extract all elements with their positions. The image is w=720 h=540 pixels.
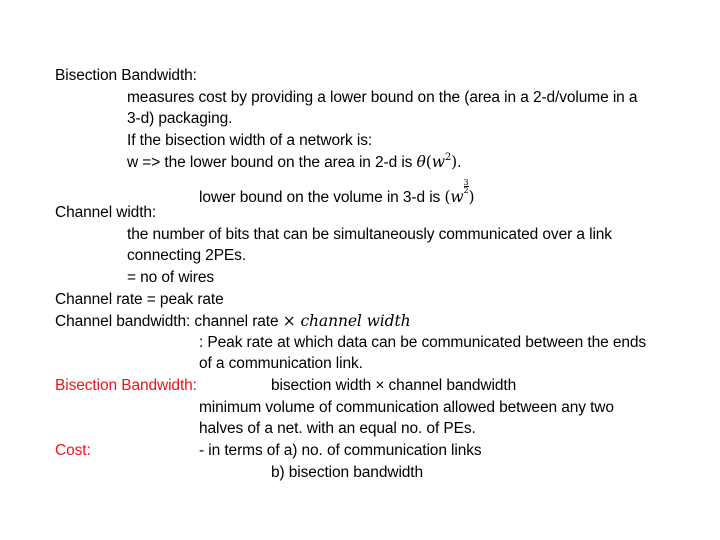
volume-bound-text: lower bound on the volume in 3-d is — [199, 189, 445, 206]
open-paren: ( — [425, 153, 432, 171]
bisection-description-line-2: 3-d) packaging. — [127, 110, 233, 127]
fraction-denominator: 2 — [463, 186, 469, 195]
bisection-bandwidth-description-line-1: minimum volume of communication allowed between any two — [199, 399, 614, 416]
heading-bisection-bandwidth-red: Bisection Bandwidth: — [55, 377, 197, 394]
channel-width-equals: = no of wires — [127, 269, 215, 286]
exponent-2: 2 — [444, 152, 452, 163]
cost-item-a: - in terms of a) no. of communication links — [199, 442, 482, 459]
period: . — [457, 154, 462, 171]
volume-bound-line — [199, 179, 475, 209]
bisection-bandwidth-formula: bisection width × channel bandwidth — [271, 377, 517, 394]
bisection-description-line-1: measures cost by providing a lower bound on the (area in a 2-d/volume in a — [127, 89, 638, 106]
times-symbol: × — [282, 312, 296, 330]
area-bound-formula — [417, 153, 458, 171]
close-paren: ) — [468, 188, 475, 206]
fraction-numerator: 3 — [463, 178, 469, 187]
bisection-bandwidth-description-line-2: halves of a net. with an equal no. of PEs. — [199, 420, 476, 437]
cost-item-b: b) bisection bandwidth — [271, 464, 424, 481]
heading-channel-width: Channel width: — [55, 204, 157, 221]
theta-symbol: θ — [416, 153, 426, 171]
channel-width-description-line-2: connecting 2PEs. — [127, 247, 247, 264]
channel-bandwidth-text: Channel bandwidth: channel rate — [55, 313, 283, 330]
bisection-width-intro: If the bisection width of a network is: — [127, 132, 373, 149]
w-variable: w — [450, 188, 464, 206]
channel-bandwidth-description-line-1: : Peak rate at which data can be communicated between the ends — [199, 334, 647, 351]
w-variable: w — [431, 153, 445, 171]
area-bound-text: w => the lower bound on the area in 2-d is — [127, 154, 417, 171]
area-bound-line — [127, 151, 461, 174]
heading-bisection-bandwidth: Bisection Bandwidth: — [55, 67, 197, 84]
close-paren: ) — [451, 153, 458, 171]
channel-bandwidth-description-line-2: of a communication link. — [199, 355, 363, 372]
channel-width-variable: channel width — [295, 312, 411, 330]
heading-cost: Cost: — [55, 442, 91, 459]
channel-rate-line: Channel rate = peak rate — [55, 291, 224, 308]
channel-bandwidth-line — [55, 310, 410, 333]
channel-width-description-line-1: the number of bits that can be simultaneously communicated over a link — [127, 226, 612, 243]
open-paren: ( — [444, 188, 451, 206]
